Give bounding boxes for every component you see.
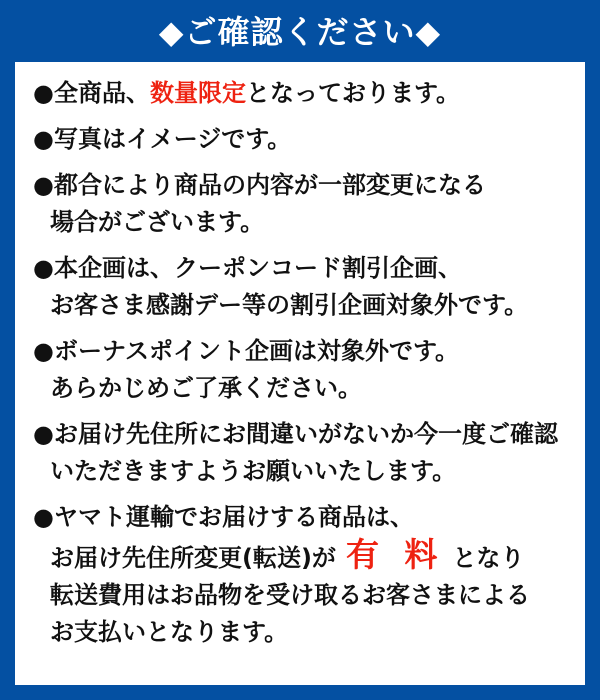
notice-item: [33, 75, 571, 112]
notice-text: 転送費用はお品物を受け取るお客さまによる: [50, 581, 530, 609]
notice-text: ●お届け先住所にお間違いがないか今一度ご確認: [33, 420, 558, 448]
notice-item: [33, 333, 571, 407]
notice-line: [33, 333, 571, 370]
notice-line: [33, 287, 571, 324]
notice-text: ●ボーナスポイント企画は対象外です。: [33, 337, 460, 365]
notice-line: [33, 499, 571, 536]
notice-line: [33, 416, 571, 453]
notice-text: ●全商品、: [33, 79, 150, 107]
notice-line: [33, 453, 571, 490]
notice-box: [15, 62, 585, 685]
notice-line: [33, 536, 571, 577]
notice-text: お客さま感謝デー等の割引企画対象外です。: [50, 291, 529, 319]
notice-item: [33, 121, 571, 158]
notice-line: [33, 577, 571, 614]
notice-text: お届け先住所変更(転送)が: [50, 544, 336, 572]
notice-line: [33, 250, 571, 287]
notice-text: ●都合により商品の内容が一部変更になる: [33, 171, 486, 199]
emphasis-red-text: 有 料: [345, 535, 445, 574]
notice-text: となり: [452, 544, 525, 572]
notice-line: [33, 75, 571, 112]
notice-line: [33, 204, 571, 241]
notice-text: ●本企画は、クーポンコード割引企画、: [33, 254, 462, 282]
notice-line: [33, 121, 571, 158]
notice-line: [33, 370, 571, 407]
emphasis-red-text: 数量限定: [149, 79, 246, 107]
notice-item: [33, 499, 571, 651]
notice-text: となっております。: [245, 79, 461, 107]
notice-text: ●ヤマト運輸でお届けする商品は、: [33, 503, 414, 531]
notice-text: あらかじめご了承ください。: [50, 374, 362, 402]
notice-item: [33, 167, 571, 241]
notice-text: いただきますようお願いいたします。: [50, 457, 457, 485]
notice-line: [33, 614, 571, 651]
notice-text: ●写真はイメージです。: [33, 125, 292, 153]
notice-list: [33, 75, 571, 651]
notice-text: 場合がございます。: [50, 208, 265, 236]
page-title: ◆ご確認ください◆: [158, 13, 442, 51]
notice-text: お支払いとなります。: [50, 618, 289, 646]
notice-line: [33, 167, 571, 204]
notice-item: [33, 250, 571, 324]
notice-item: [33, 416, 571, 490]
